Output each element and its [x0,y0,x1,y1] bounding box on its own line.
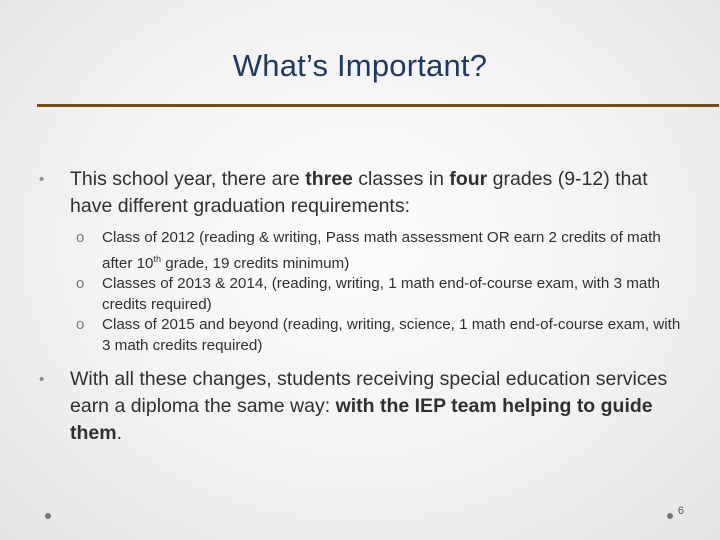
subbullet-text: Class of 2012 (reading & writing, Pass math assessment OR earn 2 credits of math after 10th grade, 19 credits minimum) [102,229,661,272]
subbullet-class-2015 [36,315,686,356]
slide-title: What’s Important? [232,48,488,83]
bullet-2-text-a: With all these changes, students receiving special education services earn a diploma the same way: [70,367,668,417]
circle-bullet-icon: o [76,275,85,293]
bullet-dot-icon: • [39,171,45,188]
bullet-1-text-a: This school year, there are [70,168,306,190]
circle-bullet-icon: o [76,316,85,334]
bullet-1-text-e: grades (9-12) that have different graduation requirements: [70,168,648,217]
subbullet-text: Class of 2015 and beyond (reading, writing, science, 1 math end-of-course exam, with 3 math credits required) [102,316,681,355]
bullet-2-text-b: with the IEP team helping to guide them [70,394,653,444]
bullet-1-text-c: classes in [352,168,450,190]
page-number: 6 [677,505,684,517]
subbullet-text: Classes of 2013 & 2014, (reading, writing, 1 math end-of-course exam, with 3 math credits required) [102,275,660,313]
bullet-2 [36,366,686,447]
footer-left-dot [45,513,51,519]
bullet-1-text-b: three [305,168,353,190]
bullet-1-text-d: four [449,168,488,190]
footer-right-dot [667,513,673,519]
subbullet-classes-2013-2014 [36,274,686,315]
slide-body [36,166,686,447]
title-divider [37,104,719,107]
bullet-2-text-c: . [116,421,123,444]
circle-bullet-icon: o [76,229,85,246]
bullet-1 [36,166,686,220]
subbullet-class-2012 [36,228,686,274]
ordinal-superscript: th [153,253,162,264]
bullet-dot-icon: • [39,370,45,388]
